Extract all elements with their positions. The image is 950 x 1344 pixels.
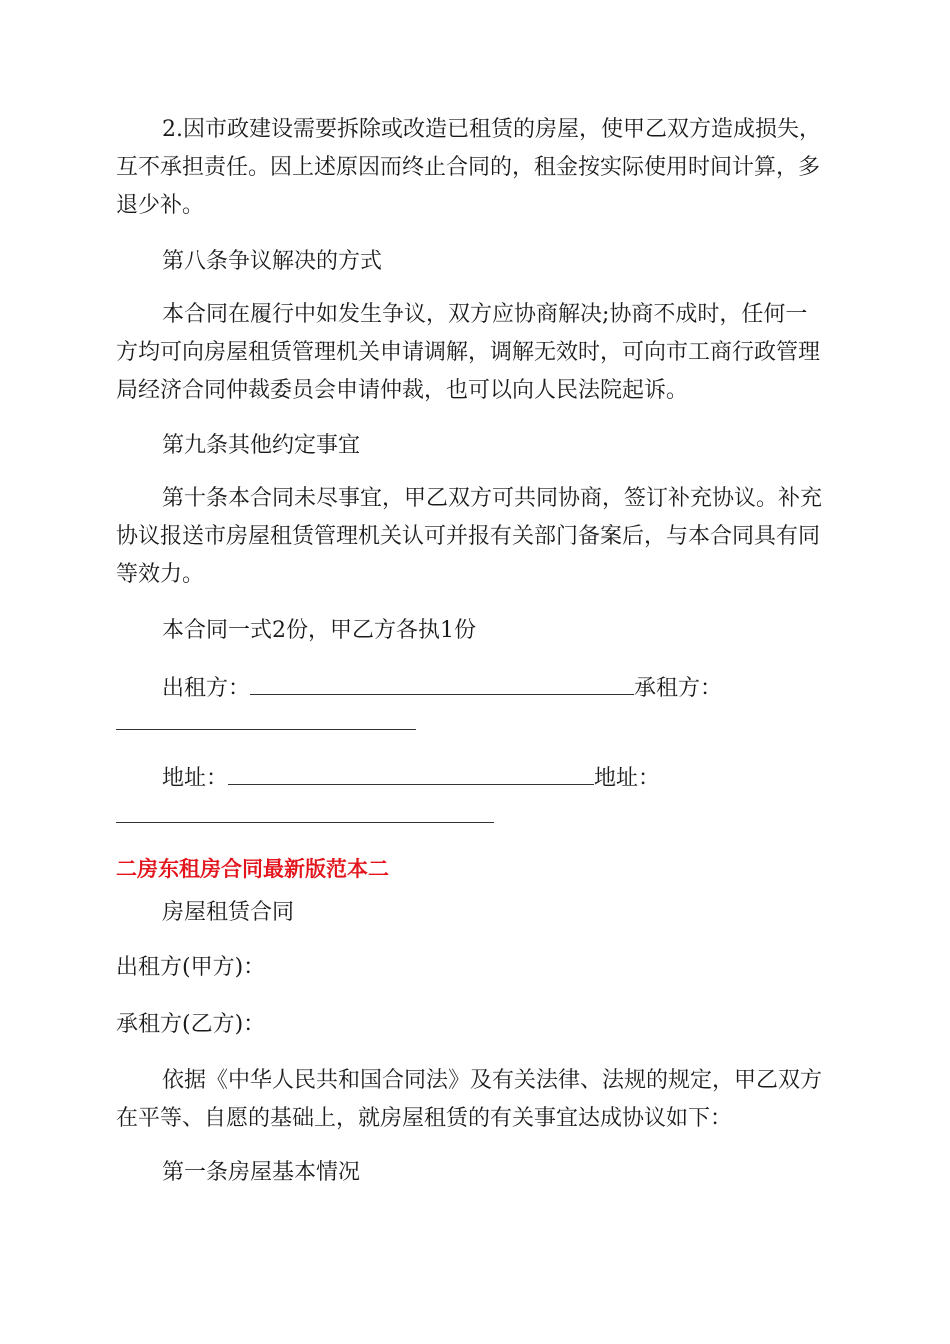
lessor-blank[interactable] xyxy=(250,674,634,695)
paragraph-line: 协议报送市房屋租赁管理机关认可并报有关部门备案后，与本合同具有同 xyxy=(116,524,821,549)
paragraph-line: 等效力。 xyxy=(116,562,205,587)
article-heading: 第一条房屋基本情况 xyxy=(162,1160,361,1185)
paragraph-line: 在平等、自愿的基础上，就房屋租赁的有关事宜达成协议如下： xyxy=(116,1106,733,1131)
paragraph-line: 方均可向房屋租赁管理机关申请调解，调解无效时，可向市工商行政管理 xyxy=(116,340,821,365)
signature-row xyxy=(162,674,862,701)
paragraph-line: 退少补。 xyxy=(116,193,205,218)
lessee-label: 承租方： xyxy=(634,676,723,701)
address-row xyxy=(162,764,862,791)
copies-statement: 本合同一式2份，甲乙方各执1份 xyxy=(162,618,476,643)
paragraph-line: 局经济合同仲裁委员会申请仲裁，也可以向人民法院起诉。 xyxy=(116,378,689,403)
section-heading: 二房东租房合同最新版范本二 xyxy=(116,857,389,881)
address-label: 地址： xyxy=(162,766,229,791)
paragraph-line: 互不承担责任。因上述原因而终止合同的，租金按实际使用时间计算，多 xyxy=(116,155,821,180)
article-heading: 第九条其他约定事宜 xyxy=(162,433,361,458)
lessee-blank[interactable] xyxy=(116,729,416,730)
article-heading: 第八条争议解决的方式 xyxy=(162,249,383,274)
party-b-label: 承租方(乙方)： xyxy=(116,1012,266,1037)
paragraph-line: 本合同在履行中如发生争议，双方应协商解决;协商不成时，任何一 xyxy=(162,302,808,327)
address-blank[interactable] xyxy=(228,764,594,785)
lessor-label: 出租方： xyxy=(162,676,251,701)
paragraph-line: 2.因市政建设需要拆除或改造已租赁的房屋，使甲乙双方造成损失， xyxy=(162,117,821,142)
contract-title: 房屋租赁合同 xyxy=(162,900,295,925)
paragraph-line: 第十条本合同未尽事宜，甲乙双方可共同协商，签订补充协议。补充 xyxy=(162,486,823,511)
address-label: 地址： xyxy=(594,766,661,791)
party-a-label: 出租方(甲方)： xyxy=(116,955,266,980)
address-blank[interactable] xyxy=(116,822,494,823)
paragraph-line: 依据《中华人民共和国合同法》及有关法律、法规的规定，甲乙双方 xyxy=(162,1068,823,1093)
